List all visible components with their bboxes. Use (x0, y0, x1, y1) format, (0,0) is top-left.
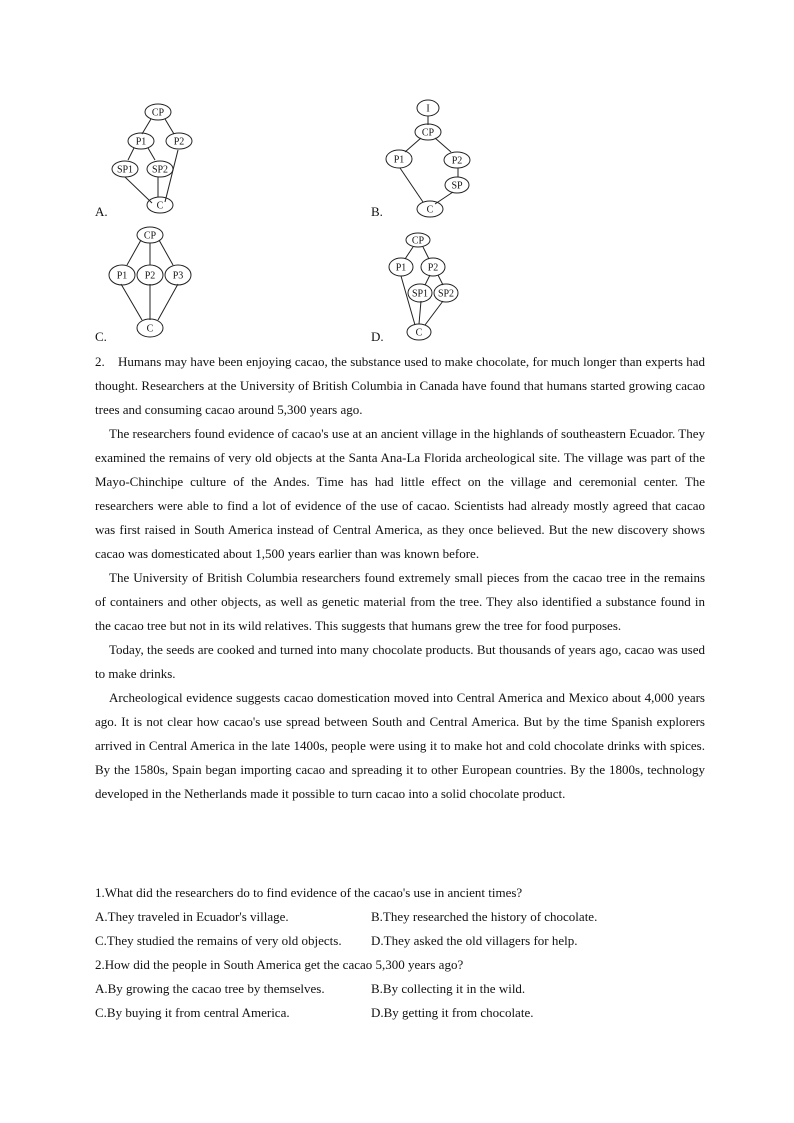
diagram-c-letter: C. (95, 329, 107, 344)
question-1-option-a: A.They traveled in Ecuador's village. (95, 909, 289, 924)
question-2-option-b: B.By collecting it in the wild. (371, 981, 526, 996)
diagram-b-node: SP (451, 180, 463, 192)
diagram-b-node: P1 (393, 154, 405, 166)
diagram-d-node: C (415, 327, 423, 339)
diagram-b-node: I (426, 103, 430, 115)
diagram-b-node: C (426, 204, 434, 216)
diagram-c-node: C (146, 323, 154, 335)
diagram-c-node: P1 (116, 270, 128, 282)
diagram-d-letter: D. (371, 329, 384, 344)
diagram-a-graph (108, 98, 198, 216)
diagram-a-node: P1 (135, 136, 147, 148)
diagram-d-node: P2 (427, 262, 439, 274)
diagram-a (108, 98, 198, 216)
diagram-b (383, 98, 473, 220)
reading-passage (95, 350, 705, 806)
question-2-option-a: A.By growing the cacao tree by themselves. (95, 981, 325, 996)
question-1-stem: 1.What did the researchers do to find evidence of the cacao's use in ancient times? (95, 885, 523, 900)
question-1-option-c: C.They studied the remains of very old objects. (95, 933, 342, 948)
question-2-option-c: C.By buying it from central America. (95, 1005, 290, 1020)
diagram-a-node: CP (151, 107, 165, 119)
question-2-stem: 2.How did the people in South America get the cacao 5,300 years ago? (95, 957, 464, 972)
passage-number: 2. (95, 354, 105, 369)
question-1-option-b: B.They researched the history of chocolate. (371, 909, 598, 924)
diagram-b-node: CP (421, 127, 435, 139)
passage-paragraph-2: The researchers found evidence of cacao's use at an ancient village in the highlands of southeastern Ecuador. They examined the remains of very old objects at the Santa Ana-La Florida archeological site. The village was part of the Mayo-Chinchipe culture of the Andes. Time has had little effect on the village and ceremonial center. The researchers were able to find a lot of evidence of the use of cacao. Scientists had already mostly agreed that cacao was first raised in South America instead of Central America, as they once believed. But the new discovery shows cacao was domesticated about 1,500 years earlier than was known before. (95, 426, 705, 561)
diagram-c-node: CP (143, 230, 157, 242)
passage-paragraph-4: Today, the seeds are cooked and turned into many chocolate products. But thousands of years ago, cacao was used to make drinks. (95, 642, 705, 681)
diagram-d (383, 228, 468, 346)
passage-paragraph-3: The University of British Columbia researchers found extremely small pieces from the cacao tree in the remains of containers and other objects, as well as genetic material from the tree. They also identified a substance found in the cacao tree but not in its wild relatives. This suggests that humans grew the tree for food purposes. (95, 570, 705, 633)
diagram-a-node: P2 (173, 136, 185, 148)
diagram-d-graph (383, 228, 468, 346)
diagram-a-node: SP1 (116, 164, 134, 176)
question-1-option-d: D.They asked the old villagers for help. (371, 933, 578, 948)
diagram-c-node: P2 (144, 270, 156, 282)
diagram-b-graph (383, 98, 473, 220)
diagram-a-node: SP2 (151, 164, 169, 176)
diagram-b-letter: B. (371, 204, 383, 219)
passage-paragraph-text: Humans may have been enjoying cacao, the substance used to make chocolate, for much longer than experts had thought. Researchers at the University of British Columbia in Canada have found that humans started growing cacao trees and consuming cacao around 5,300 years ago. (95, 354, 705, 417)
diagram-c-graph (106, 225, 196, 341)
diagram-c-node: P3 (172, 270, 184, 282)
diagram-a-letter: A. (95, 204, 108, 219)
diagram-d-node: SP1 (411, 288, 429, 300)
passage-paragraph-5: Archeological evidence suggests cacao domestication moved into Central America and Mexico about 4,000 years ago. It is not clear how cacao's use spread between South and Central America. But by the time Spanish explorers arrived in Central America in the late 1400s, people were using it to make hot and cold chocolate drinks with spices. By the 1580s, Spain began importing cacao and spreading it to other European countries. By the 1800s, technology developed in the Netherlands made it possible to turn cacao into a solid chocolate product. (95, 690, 705, 801)
diagram-c (106, 225, 196, 341)
diagram-b-node: P2 (451, 155, 463, 167)
passage-paragraph-1 (95, 350, 705, 422)
diagram-d-node: P1 (395, 262, 407, 274)
question-2-option-d: D.By getting it from chocolate. (371, 1005, 534, 1020)
diagram-d-node: SP2 (437, 288, 455, 300)
diagram-a-node: C (156, 200, 164, 212)
diagram-d-node: CP (411, 235, 425, 247)
